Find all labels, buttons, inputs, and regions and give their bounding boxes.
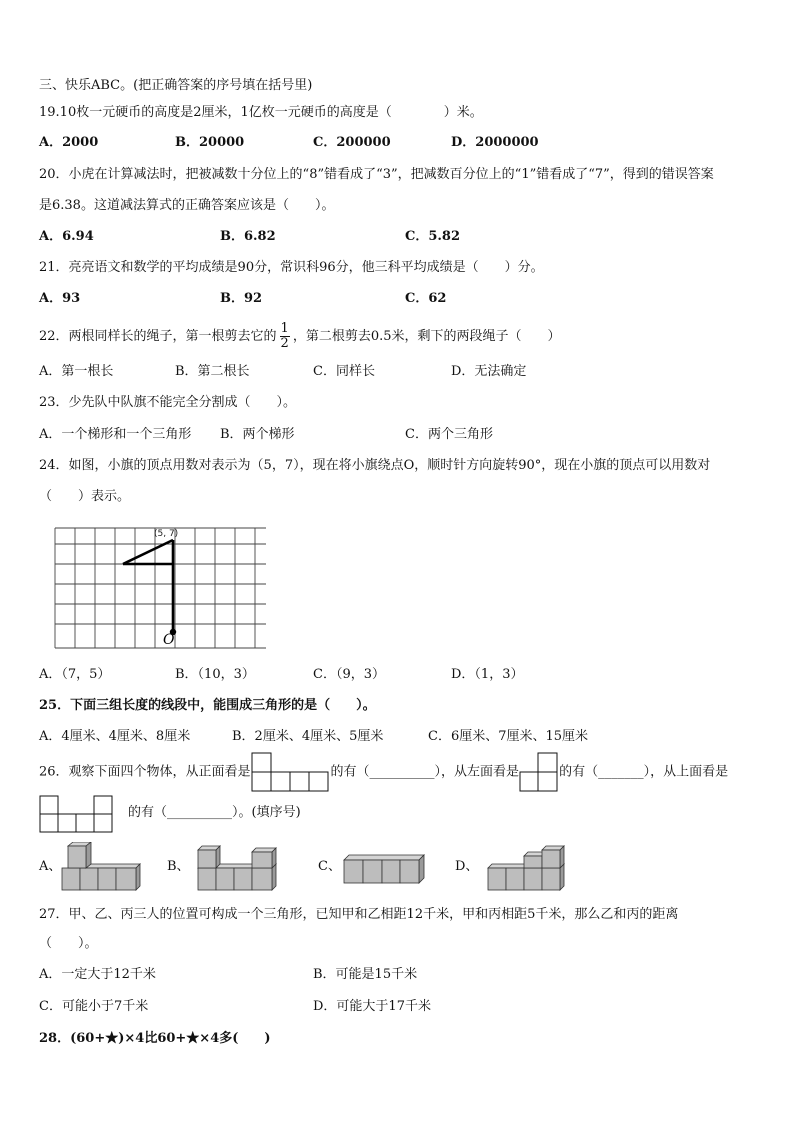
q26-text-b: 的有（__________），从左面看是 bbox=[330, 764, 520, 780]
q27-option-c[interactable]: C．可能小于7千米 bbox=[39, 999, 149, 1014]
question-22 bbox=[39, 322, 561, 352]
q24-option-b[interactable]: B．（10，3） bbox=[175, 667, 255, 682]
q20-option-a[interactable]: A．6.94 bbox=[39, 229, 94, 244]
question-27-line-2: （ ）。 bbox=[39, 936, 98, 951]
q21-option-c[interactable]: C．62 bbox=[405, 291, 447, 306]
q26-option-d-cubes[interactable] bbox=[484, 842, 570, 892]
q25-option-c[interactable]: C．6厘米、7厘米、15厘米 bbox=[428, 729, 589, 744]
q19-option-b[interactable]: B．20000 bbox=[175, 135, 245, 150]
question-20-line-2: 是6.38。这道减法算式的正确答案应该是（ ）。 bbox=[39, 198, 335, 213]
question-25: 25．下面三组长度的线段中，能围成三角形的是（ ）。 bbox=[39, 698, 376, 713]
q25-option-b[interactable]: B．2厘米、4厘米、5厘米 bbox=[232, 729, 384, 744]
q20-option-c[interactable]: C．5.82 bbox=[405, 229, 461, 244]
q22-text-b: ，第二根剪去0.5米，剩下的两段绳子（ ） bbox=[292, 329, 561, 344]
question-27-line-1: 27．甲、乙、丙三人的位置可构成一个三角形，已知甲和乙相距12千米，甲和丙相距5千米，那么乙和丙的距离 bbox=[39, 907, 679, 922]
q24-option-d[interactable]: D．（1，3） bbox=[451, 667, 524, 682]
q23-option-a[interactable]: A．一个梯形和一个三角形 bbox=[39, 427, 192, 442]
q26-option-a-label[interactable]: A、 bbox=[39, 859, 62, 874]
question-24-line-1: 24．如图，小旗的顶点用数对表示为（5，7），现在将小旗绕点O，顺时针方向旋转90°，现在小旗的顶点可以用数对 bbox=[39, 458, 711, 473]
q26-option-a-cubes[interactable] bbox=[60, 842, 144, 892]
q23-option-b[interactable]: B．两个梯形 bbox=[220, 427, 295, 442]
question-19: 19.10枚一元硬币的高度是2厘米，1亿枚一元硬币的高度是（ ）米。 bbox=[39, 105, 483, 120]
q26-option-c-label[interactable]: C、 bbox=[318, 859, 341, 874]
q26-option-b-label[interactable]: B、 bbox=[167, 859, 190, 874]
q24-option-c[interactable]: C．（9，3） bbox=[313, 667, 385, 682]
q23-option-c[interactable]: C．两个三角形 bbox=[405, 427, 493, 442]
fraction-one-half bbox=[280, 322, 290, 351]
section-title: 三、快乐ABC。(把正确答案的序号填在括号里) bbox=[39, 78, 313, 93]
q26-option-b-cubes[interactable] bbox=[196, 842, 280, 892]
q22-option-a[interactable]: A．第一根长 bbox=[39, 364, 114, 379]
q20-option-b[interactable]: B．6.82 bbox=[220, 229, 276, 244]
q26-text-a: 26．观察下面四个物体，从正面看是 bbox=[39, 764, 251, 780]
fraction-numerator: 1 bbox=[280, 321, 289, 336]
question-20-line-1: 20．小虎在计算减法时，把被减数十分位上的“8”错看成了“3”，把减数百分位上的“1”错看成了“7”，得到的错误答案 bbox=[39, 167, 714, 182]
q22-text-a: 22．两根同样长的绳子，第一根剪去它的 bbox=[39, 329, 277, 344]
q21-option-b[interactable]: B．92 bbox=[220, 291, 263, 306]
flag-vertex-label: (5, 7) bbox=[154, 529, 179, 539]
q22-option-d[interactable]: D．无法确定 bbox=[451, 364, 527, 379]
q26-option-c-cubes[interactable] bbox=[340, 848, 426, 888]
q27-option-d[interactable]: D．可能大于17千米 bbox=[313, 999, 431, 1014]
question-26-line-1 bbox=[39, 752, 728, 792]
q25-option-a[interactable]: A．4厘米、4厘米、8厘米 bbox=[39, 729, 191, 744]
q19-option-d[interactable]: D．2000000 bbox=[451, 135, 539, 150]
q24-option-a[interactable]: A．（7，5） bbox=[39, 667, 111, 682]
q26-option-d-label[interactable]: D、 bbox=[455, 859, 479, 874]
question-26-line-2: 的有（__________）。(填序号) bbox=[128, 805, 301, 820]
q19-option-a[interactable]: A．2000 bbox=[39, 135, 99, 150]
question-21: 21．亮亮语文和数学的平均成绩是90分，常识科96分，他三科平均成绩是（ ）分。 bbox=[39, 260, 544, 275]
q19-option-c[interactable]: C．200000 bbox=[313, 135, 391, 150]
question-23: 23．少先队中队旗不能完全分割成（ ）。 bbox=[39, 395, 297, 410]
front-view-shape bbox=[251, 752, 331, 792]
q27-option-b[interactable]: B．可能是15千米 bbox=[313, 967, 418, 982]
question-28: 28．(60+★)×4比60+★×4多( ) bbox=[39, 1031, 271, 1046]
q24-grid-figure bbox=[50, 520, 275, 655]
q27-option-a[interactable]: A．一定大于12千米 bbox=[39, 967, 156, 982]
fraction-denominator: 2 bbox=[280, 336, 289, 351]
left-view-shape bbox=[519, 752, 559, 792]
flag-shape bbox=[123, 540, 173, 632]
top-view-shape bbox=[39, 795, 115, 835]
q22-option-b[interactable]: B．第二根长 bbox=[175, 364, 250, 379]
q22-option-c[interactable]: C．同样长 bbox=[313, 364, 375, 379]
question-24-line-2: （ ）表示。 bbox=[39, 489, 131, 504]
q21-option-a[interactable]: A．93 bbox=[39, 291, 81, 306]
q26-text-c: 的有（_______），从上面看是 bbox=[559, 764, 729, 780]
origin-label: O bbox=[163, 632, 175, 648]
